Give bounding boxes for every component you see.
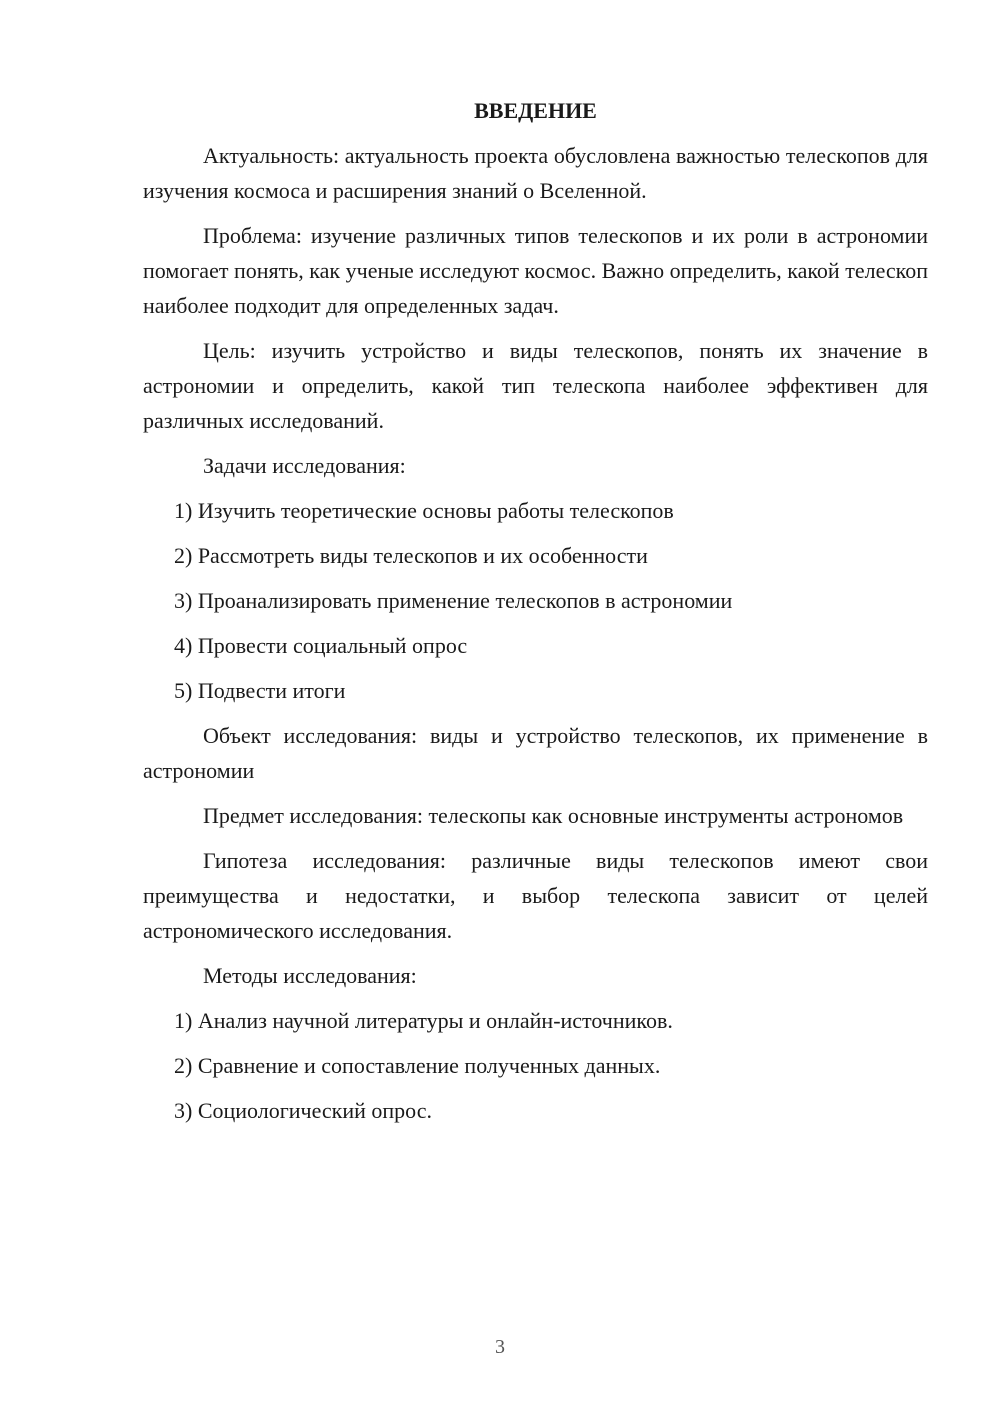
tasks-heading: Задачи исследования: — [203, 453, 406, 478]
hypothesis-paragraph: Гипотеза исследования: различные виды телескопов имеют свои преимущества и недостатки, и выбор телескопа зависит от целей астрономического исследования. — [143, 848, 928, 943]
subject-paragraph: Предмет исследования: телескопы как основные инструменты астрономов — [203, 803, 904, 828]
document-page — [143, 95, 928, 1138]
relevance-paragraph: Актуальность: актуальность проекта обусловлена важностью телескопов для изучения космоса и расширения знаний о Вселенной. — [143, 143, 928, 203]
page-title: ВВЕДЕНИЕ — [474, 98, 597, 123]
task-item: 1) Изучить теоретические основы работы телескопов — [174, 498, 674, 523]
task-item: 2) Рассмотреть виды телескопов и их особенности — [174, 543, 648, 568]
page-number: 3 — [495, 1336, 505, 1358]
task-item: 3) Проанализировать применение телескопов в астрономии — [174, 588, 733, 613]
method-item: 2) Сравнение и сопоставление полученных данных. — [174, 1053, 661, 1078]
method-item: 3) Социологический опрос. — [174, 1098, 432, 1123]
methods-heading: Методы исследования: — [203, 963, 417, 988]
method-item: 1) Анализ научной литературы и онлайн-источников. — [174, 1008, 673, 1033]
problem-paragraph: Проблема: изучение различных типов телескопов и их роли в астрономии помогает понять, как ученые исследуют космос. Важно определить, какой телескоп наиболее подходит для определенных задач. — [143, 223, 928, 318]
goal-paragraph: Цель: изучить устройство и виды телескопов, понять их значение в астрономии и определить, какой тип телескопа наиболее эффективен для различных исследований. — [143, 338, 928, 433]
task-item: 5) Подвести итоги — [174, 678, 346, 703]
object-paragraph: Объект исследования: виды и устройство телескопов, их применение в астрономии — [143, 723, 928, 783]
task-item: 4) Провести социальный опрос — [174, 633, 468, 658]
